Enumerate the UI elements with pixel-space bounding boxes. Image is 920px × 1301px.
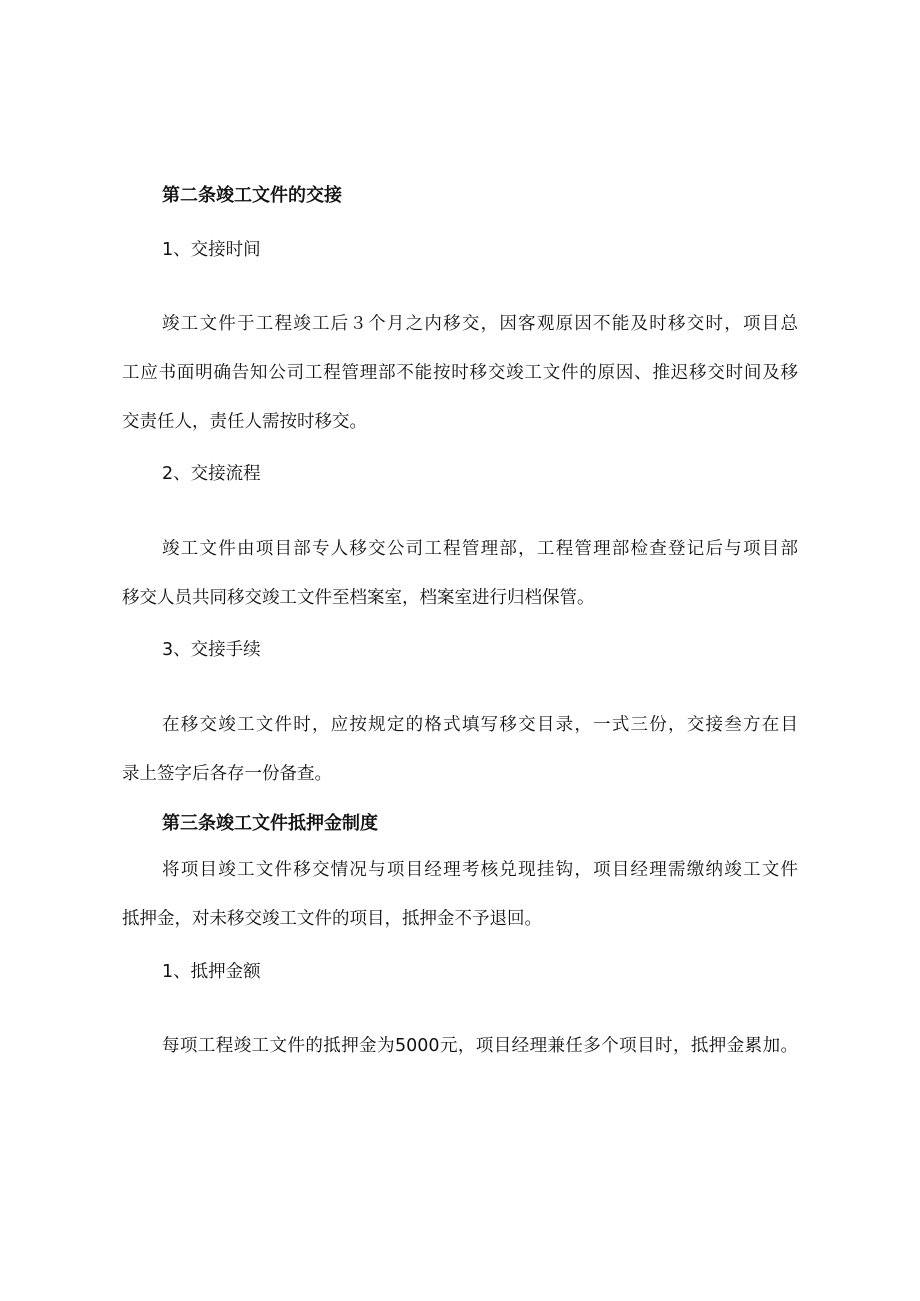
section3-intro-line-1: 将项目竣工文件移交情况与项目经理考核兑现挂钩，项目经理需缴纳竣工文件 bbox=[162, 860, 798, 880]
section2-item1-para-line-3: 交责任人，责任人需按时移交。 bbox=[122, 412, 367, 432]
section2-item2-para-line-2: 移交人员共同移交竣工文件至档案室，档案室进行归档保管。 bbox=[122, 588, 595, 608]
section3-item1-para-line-1: 每项工程竣工文件的抵押金为5000元，项目经理兼任多个项目时，抵押金累加。 bbox=[162, 1036, 798, 1056]
section2-item3-title: 3、交接手续 bbox=[162, 640, 261, 660]
section2-heading: 第二条竣工文件的交接 bbox=[162, 185, 342, 206]
section3-item1-title: 1、抵押金额 bbox=[162, 962, 261, 982]
section2-item2-para-line-1: 竣工文件由项目部专人移交公司工程管理部，工程管理部检查登记后与项目部 bbox=[162, 539, 798, 559]
section2-item1-para-line-2: 工应书面明确告知公司工程管理部不能按时移交竣工文件的原因、推迟移交时间及移 bbox=[122, 363, 798, 383]
section2-item1-title: 1、交接时间 bbox=[162, 240, 261, 260]
section2-item2-title: 2、交接流程 bbox=[162, 464, 261, 484]
section2-item1-para-line-1: 竣工文件于工程竣工后３个月之内移交，因客观原因不能及时移交时，项目总 bbox=[162, 314, 798, 334]
section2-item3-para-line-1: 在移交竣工文件时，应按规定的格式填写移交目录，一式三份，交接叁方在目 bbox=[162, 715, 798, 735]
section3-intro-line-2: 抵押金，对未移交竣工文件的项目，抵押金不予退回。 bbox=[122, 909, 542, 929]
section2-item3-para-line-2: 录上签字后各存一份备查。 bbox=[122, 764, 332, 784]
section3-heading: 第三条竣工文件抵押金制度 bbox=[162, 813, 378, 834]
